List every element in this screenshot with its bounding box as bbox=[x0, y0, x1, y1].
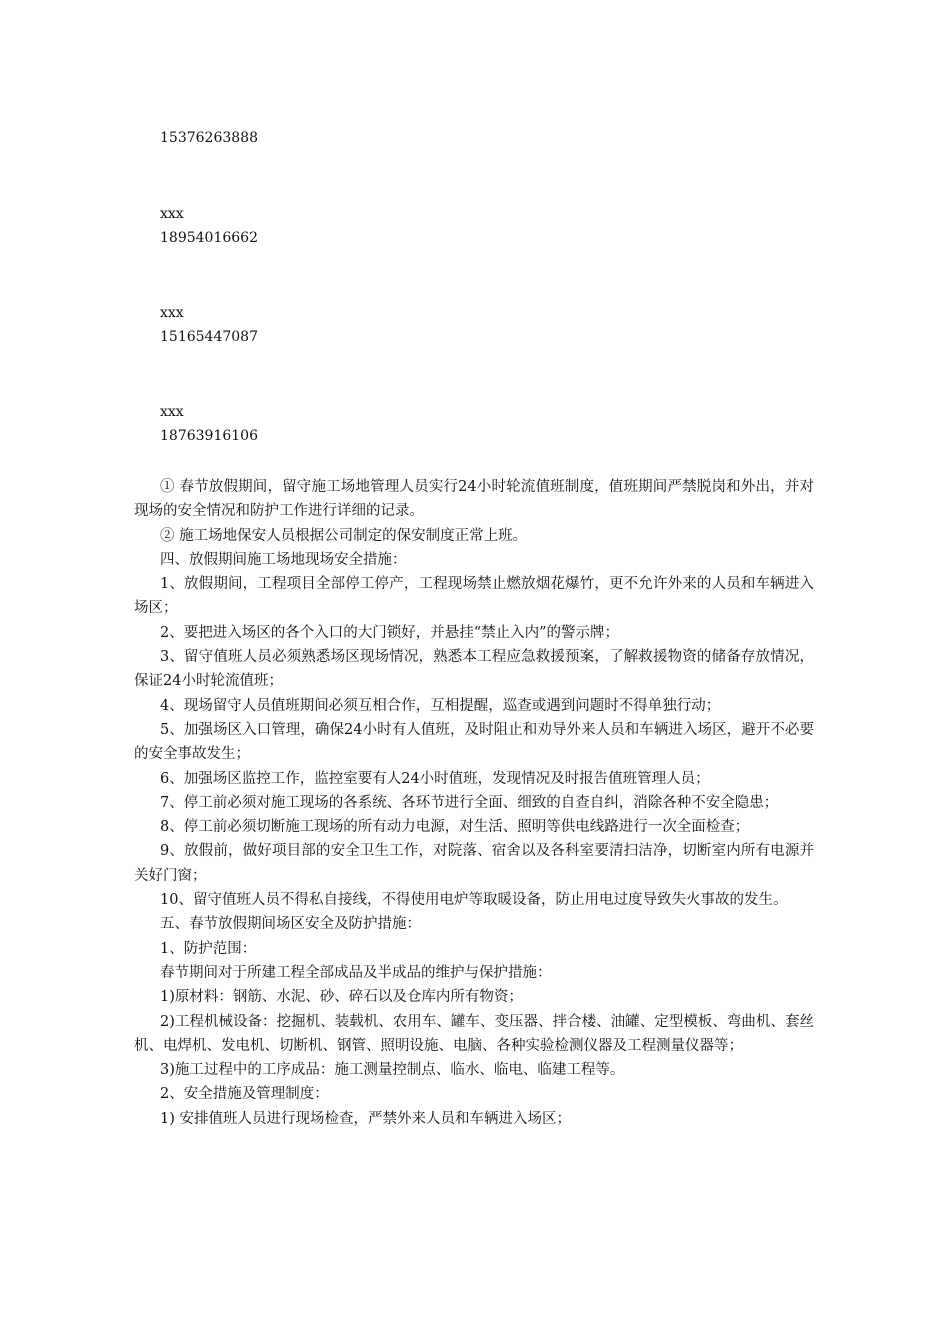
contact-phone: 15376263888 bbox=[160, 130, 258, 146]
contact-name: xxx bbox=[160, 206, 184, 222]
list-item: 3)施工过程中的工序成品：施工测量控制点、临水、临电、临建工程等。 bbox=[160, 1062, 625, 1079]
paragraph: 10、留守值班人员不得私自接线，不得使用电炉等取暖设备，防止用电过度导致失火事故的发生。 bbox=[160, 892, 788, 909]
list-item: 1) 安排值班人员进行现场检查，严禁外来人员和车辆进入场区； bbox=[160, 1110, 571, 1127]
contact-phone: 18763916106 bbox=[160, 428, 258, 444]
paragraph: 7、停工前必须对施工现场的各系统、各环节进行全面、细致的自查自纠，消除各种不安全隐患； bbox=[160, 794, 779, 811]
paragraph: 2、要把进入场区的各个入口的大门锁好，并悬挂“禁止入内”的警示牌； bbox=[160, 624, 620, 641]
paragraph: ② 施工场地保安人员根据公司制定的保安制度正常上班。 bbox=[160, 527, 528, 544]
contact-phone: 15165447087 bbox=[160, 329, 258, 345]
paragraph: 4、现场留守人员值班期间必须互相合作，互相提醒，巡查或遇到问题时不得单独行动； bbox=[160, 697, 721, 714]
contact-name: xxx bbox=[160, 404, 184, 420]
sub-heading: 1、防护范围： bbox=[160, 940, 257, 957]
section-heading: 五、春节放假期间场区安全及防护措施： bbox=[160, 916, 421, 933]
paragraph: 5、加强场区入口管理，确保24小时有人值班，及时阻止和劝导外来人员和车辆进入场区，避开不必要的安全事故发生； bbox=[134, 721, 814, 763]
contact-name: xxx bbox=[160, 305, 184, 321]
list-item: 2)工程机械设备：挖掘机、装载机、农用车、罐车、变压器、拌合楼、油罐、定型模板、弯曲机、套丝机、电焊机、发电机、切断机、钢管、照明设施、电脑、各种实验检测仪器及工程测量仪器等； bbox=[134, 1013, 814, 1054]
paragraph: 3、留守值班人员必须熟悉场区现场情况，熟悉本工程应急救援预案，了解救援物资的储备存放情况，保证24小时轮流值班； bbox=[134, 649, 814, 690]
sub-heading: 2、安全措施及管理制度： bbox=[160, 1086, 329, 1103]
section-heading: 四、放假期间施工场地现场安全措施： bbox=[160, 551, 407, 568]
contact-phone: 18954016662 bbox=[160, 230, 258, 246]
list-item: 1)原材料：钢筋、水泥、砂、碎石以及仓库内所有物资； bbox=[160, 989, 523, 1006]
paragraph: 8、停工前必须切断施工现场的所有动力电源，对生活、照明等供电线路进行一次全面检查； bbox=[160, 819, 750, 836]
paragraph: 1、放假期间，工程项目全部停工停产，工程现场禁止燃放烟花爆竹，更不允许外来的人员和车辆进入场区； bbox=[134, 576, 814, 617]
paragraph: 春节期间对于所建工程全部成品及半成品的维护与保护措施： bbox=[160, 964, 552, 981]
paragraph: 6、加强场区监控工作，监控室要有人24小时值班，发现情况及时报告值班管理人员； bbox=[160, 770, 710, 787]
paragraph: 9、放假前，做好项目部的安全卫生工作，对院落、宿舍以及各科室要清扫洁净，切断室内所有电源并关好门窗； bbox=[134, 843, 814, 884]
body-text bbox=[134, 475, 814, 1131]
paragraph: ① 春节放假期间，留守施工场地管理人员实行24小时轮流值班制度，值班期间严禁脱岗和外出，并对现场的安全情况和防护工作进行详细的记录。 bbox=[134, 479, 814, 520]
